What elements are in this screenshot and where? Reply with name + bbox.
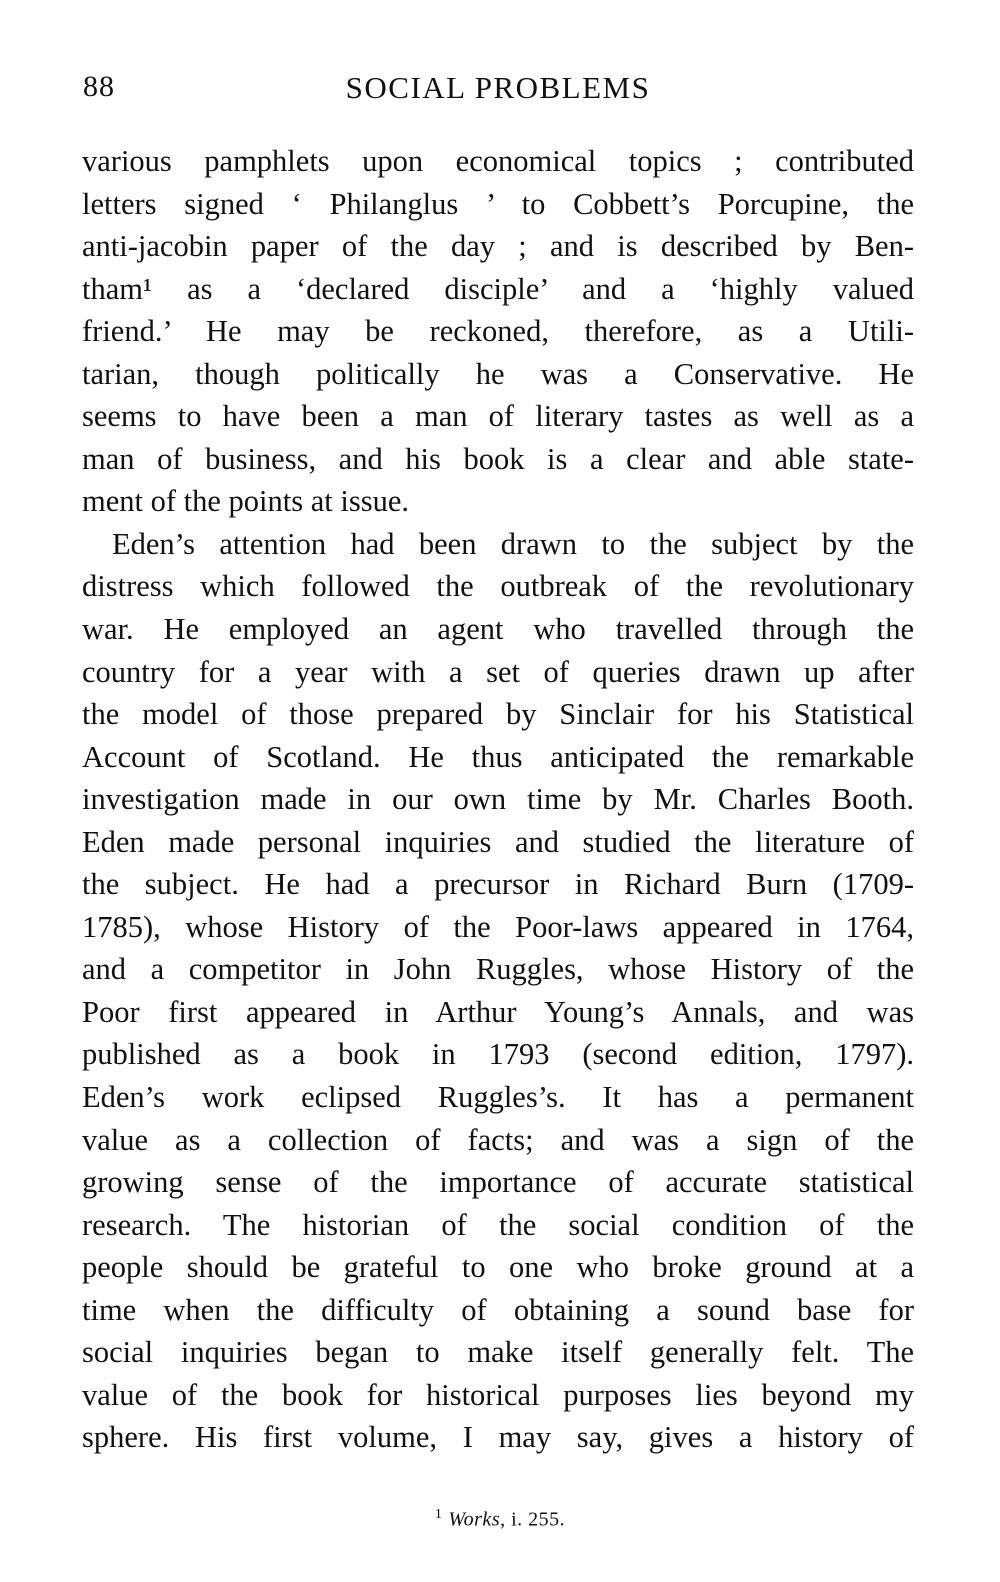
page-number: 88 [83, 70, 115, 103]
text-line: friend.’ He may be reckoned, therefore, as a Utili- [82, 314, 914, 349]
text-line: the model of those prepared by Sinclair for his Statistical [82, 697, 914, 732]
text-line: Eden’s attention had been drawn to the subject by the [112, 526, 914, 561]
text-line: and a competitor in John Ruggles, whose History of the [82, 952, 914, 987]
text-line: letters signed ‘ Philanglus ’ to Cobbett’s Porcupine, the [82, 186, 914, 221]
text-line: people should be grateful to one who broke ground at a [82, 1250, 914, 1285]
text-line: Poor first appeared in Arthur Young’s Annals, and was [82, 994, 914, 1029]
text-line: value as a collection of facts; and was a sign of the [82, 1122, 914, 1157]
text-line: war. He employed an agent who travelled through the [82, 612, 914, 647]
text-line: various pamphlets upon economical topics ; contributed [82, 144, 914, 178]
text-line: ment of the points at issue. [82, 484, 409, 519]
text-line: value of the book for historical purposes lies beyond my [82, 1377, 914, 1412]
text-line: growing sense of the importance of accurate statistical [82, 1165, 914, 1200]
footnote-reference: , i. 255. [500, 1508, 566, 1531]
text-line: social inquiries began to make itself generally felt. The [82, 1335, 914, 1370]
text-line: sphere. His first volume, I may say, gives a history of [82, 1420, 914, 1455]
body-text [82, 140, 914, 1459]
footnote-work: Works [448, 1508, 501, 1531]
text-line: investigation made in our own time by Mr. Charles Booth. [82, 782, 914, 817]
text-line: 1785), whose History of the Poor-laws appeared in 1764, [82, 909, 914, 944]
text-line: research. The historian of the social condition of the [82, 1207, 914, 1242]
footnote-marker: 1 [434, 1507, 443, 1522]
text-line: tham¹ as a ‘declared disciple’ and a ‘highly valued [82, 271, 914, 306]
text-line: tarian, though politically he was a Conservative. He [82, 356, 914, 391]
text-line: Account of Scotland. He thus anticipated the remarkable [82, 739, 914, 774]
text-line: Eden’s work eclipsed Ruggles’s. It has a permanent [82, 1080, 914, 1115]
text-line: country for a year with a set of queries drawn up after [82, 654, 914, 689]
text-line: published as a book in 1793 (second edition, 1797). [82, 1037, 914, 1072]
running-head: SOCIAL PROBLEMS [345, 70, 651, 105]
text-line: the subject. He had a precursor in Richard Burn (1709- [82, 867, 914, 902]
text-line: man of business, and his book is a clear and able state- [82, 441, 914, 476]
text-line: distress which followed the outbreak of the revolutionary [82, 569, 914, 604]
text-line: anti-jacobin paper of the day ; and is described by Ben- [82, 229, 914, 264]
text-line: time when the difficulty of obtaining a sound base for [82, 1292, 914, 1327]
footnote [0, 1507, 1000, 1532]
page-header [83, 70, 913, 120]
text-line: Eden made personal inquiries and studied the literature of [82, 824, 914, 859]
text-line: seems to have been a man of literary tastes as well as a [82, 399, 914, 434]
